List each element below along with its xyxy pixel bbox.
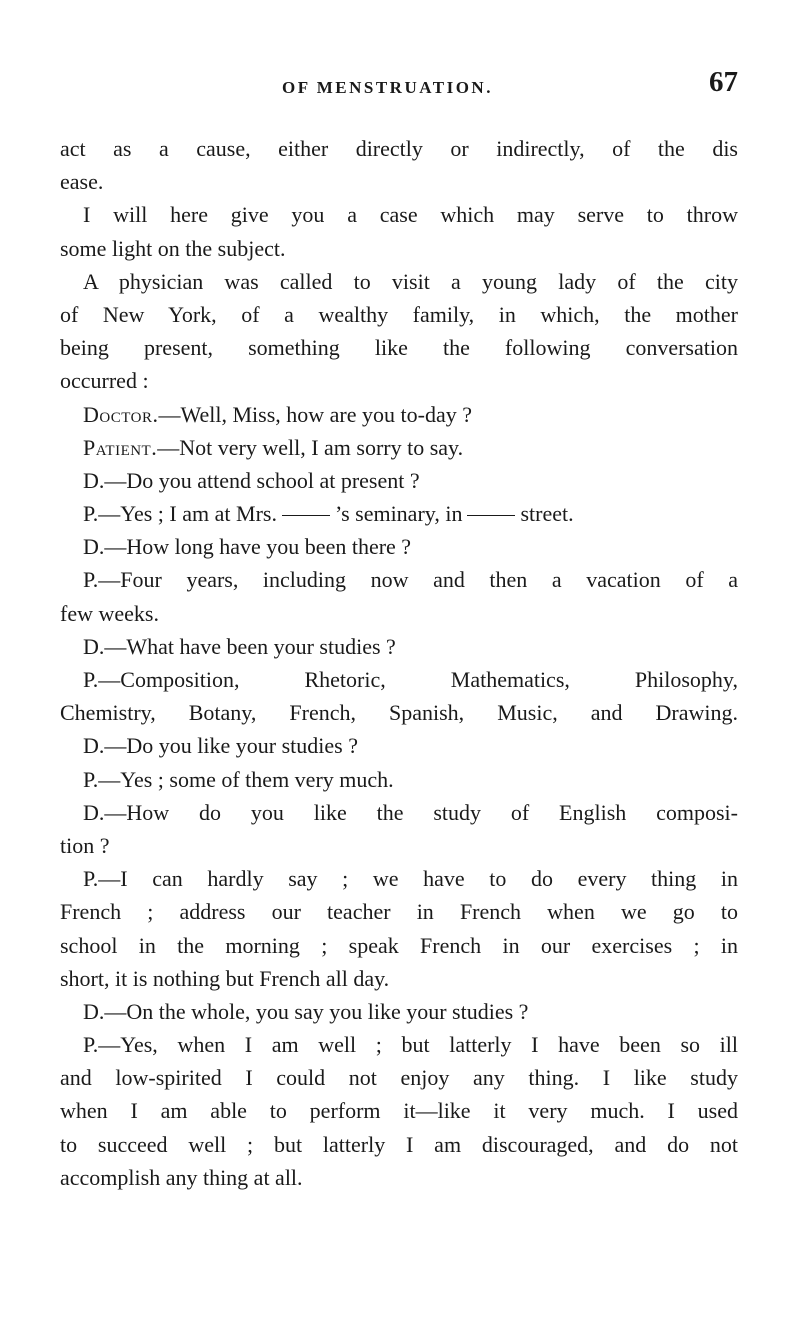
text-line: occurred : [60, 368, 149, 394]
dialogue-text: Well, Miss, how are you to-day ? [180, 401, 472, 427]
text-line: D.—On the whole, you say you like your studies ? [83, 998, 529, 1024]
text-line: P.—Four years, including now and then a vacation of a [83, 567, 738, 593]
text-line: P.—Yes ; some of them very much. [83, 766, 394, 792]
text-line: French ; address our teacher in French when we go to [60, 899, 738, 925]
text-line: tion ? [60, 832, 110, 858]
text-line: when I am able to perform it—like it very much. I used [60, 1098, 738, 1124]
text-line: D.—Do you like your studies ? [83, 733, 358, 759]
running-head: OF MENSTRUATION. [282, 78, 493, 97]
text-line: I will here give you a case which may serve to throw [83, 202, 738, 228]
page-header [60, 66, 738, 112]
seminary-suffix: street. [520, 501, 574, 527]
text-line: act as a cause, either directly or indirectly, of the dis [60, 136, 738, 161]
text-line: P.—I can hardly say ; we have to do every thing in [83, 866, 738, 892]
speaker-patient: Patient. [83, 434, 158, 460]
dialogue-line-doctor: Doctor.—Well, Miss, how are you to-day ? [83, 401, 472, 427]
seminary-line [60, 497, 738, 530]
text-line: and low-spirited I could not enjoy any thing. I like study [60, 1065, 738, 1091]
text-line: D.—How do you like the study of English composi- [83, 799, 738, 825]
dialogue-text: Not very well, I am sorry to say. [179, 434, 464, 460]
seminary-prefix: P.—Yes ; I am at Mrs. [83, 501, 277, 527]
page-number: 67 [709, 66, 738, 98]
text-line: D.—How long have you been there ? [83, 534, 412, 560]
text-line: accomplish any thing at all. [60, 1164, 303, 1190]
speaker-doctor: Doctor. [83, 401, 159, 427]
body-text [60, 132, 738, 1194]
text-line: D.—Do you attend school at present ? [83, 467, 420, 493]
text-line: ease. [60, 169, 104, 195]
text-line: some light on the subject. [60, 235, 286, 261]
text-line: A physician was called to visit a young lady of the city [83, 268, 738, 294]
blank-dash [282, 515, 330, 516]
text-line: school in the morning ; speak French in our exercises ; in [60, 932, 738, 958]
text-line: to succeed well ; but latterly I am discouraged, and do not [60, 1131, 738, 1157]
text-line: D.—What have been your studies ? [83, 633, 396, 659]
text-line: few weeks. [60, 600, 159, 626]
blank-dash [467, 515, 515, 516]
seminary-middle: ’s seminary, in [334, 501, 463, 527]
dialogue-line-patient: Patient.—Not very well, I am sorry to say. [83, 434, 464, 460]
text-line: being present, something like the following conversation [60, 335, 738, 361]
text-line: P.—Yes, when I am well ; but latterly I have been so ill [83, 1032, 738, 1058]
text-line: short, it is nothing but French all day. [60, 965, 390, 991]
text-line: Chemistry, Botany, French, Spanish, Music, and Drawing. [60, 700, 738, 726]
text-line: of New York, of a wealthy family, in which, the mother [60, 301, 738, 327]
text-line: P.—Composition, Rhetoric, Mathematics, Philosophy, [83, 667, 738, 692]
